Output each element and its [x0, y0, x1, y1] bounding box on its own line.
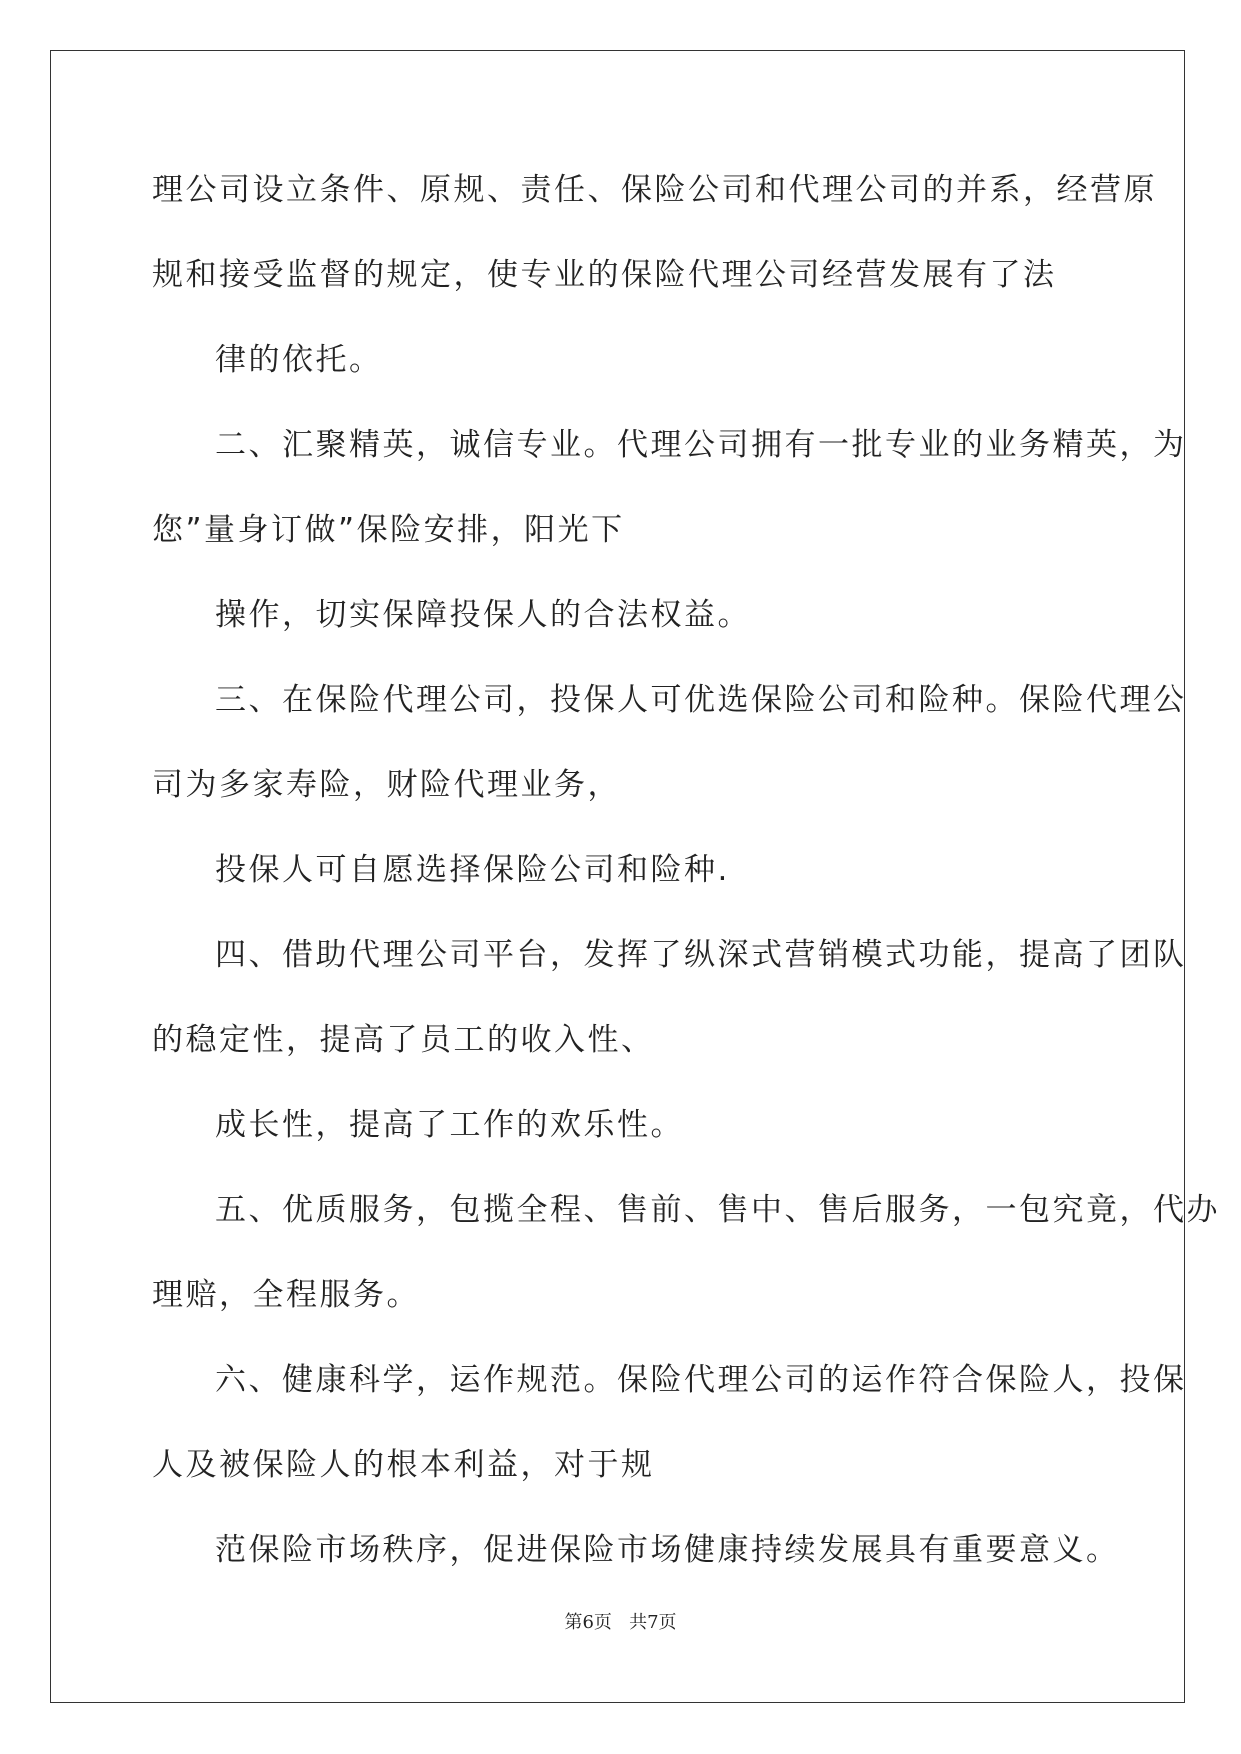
page-footer — [0, 1608, 1241, 1634]
text-line: 成长性，提高了工作的欢乐性。 — [215, 1107, 684, 1143]
text-line: 司为多家寿险，财险代理业务， — [152, 767, 621, 803]
text-line: 人及被保险人的根本利益，对于规 — [152, 1447, 655, 1483]
page-number: 第6页 共7页 — [564, 1612, 677, 1633]
paragraph-heading-line: 四、借助代理公司平台，发挥了纵深式营销模式功能，提高了团队 — [215, 937, 1187, 973]
text-line: 理赔，全程服务。 — [152, 1277, 420, 1313]
text-line: 投保人可自愿选择保险公司和险种. — [215, 852, 730, 888]
text-line: 律的依托。 — [215, 342, 383, 378]
paragraph-heading-line: 二、汇聚精英，诚信专业。代理公司拥有一批专业的业务精英，为 — [215, 427, 1187, 463]
paragraph-heading-line: 三、在保险代理公司，投保人可优选保险公司和险种。保险代理公 — [215, 682, 1187, 718]
text-line: 您”量身订做”保险安排，阳光下 — [152, 512, 625, 548]
text-line: 规和接受监督的规定，使专业的保险代理公司经营发展有了法 — [152, 257, 1057, 293]
text-line: 的稳定性，提高了员工的收入性、 — [152, 1022, 655, 1058]
text-line: 范保险市场秩序，促进保险市场健康持续发展具有重要意义。 — [215, 1532, 1120, 1568]
paragraph-heading-line: 六、健康科学，运作规范。保险代理公司的运作符合保险人，投保 — [215, 1362, 1187, 1398]
text-line: 理公司设立条件、原规、责任、保险公司和代理公司的并系，经营原 — [152, 172, 1157, 208]
paragraph-heading-line: 五、优质服务，包揽全程、售前、售中、售后服务，一包究竟，代办 — [215, 1192, 1220, 1228]
text-line: 操作，切实保障投保人的合法权益。 — [215, 597, 751, 633]
